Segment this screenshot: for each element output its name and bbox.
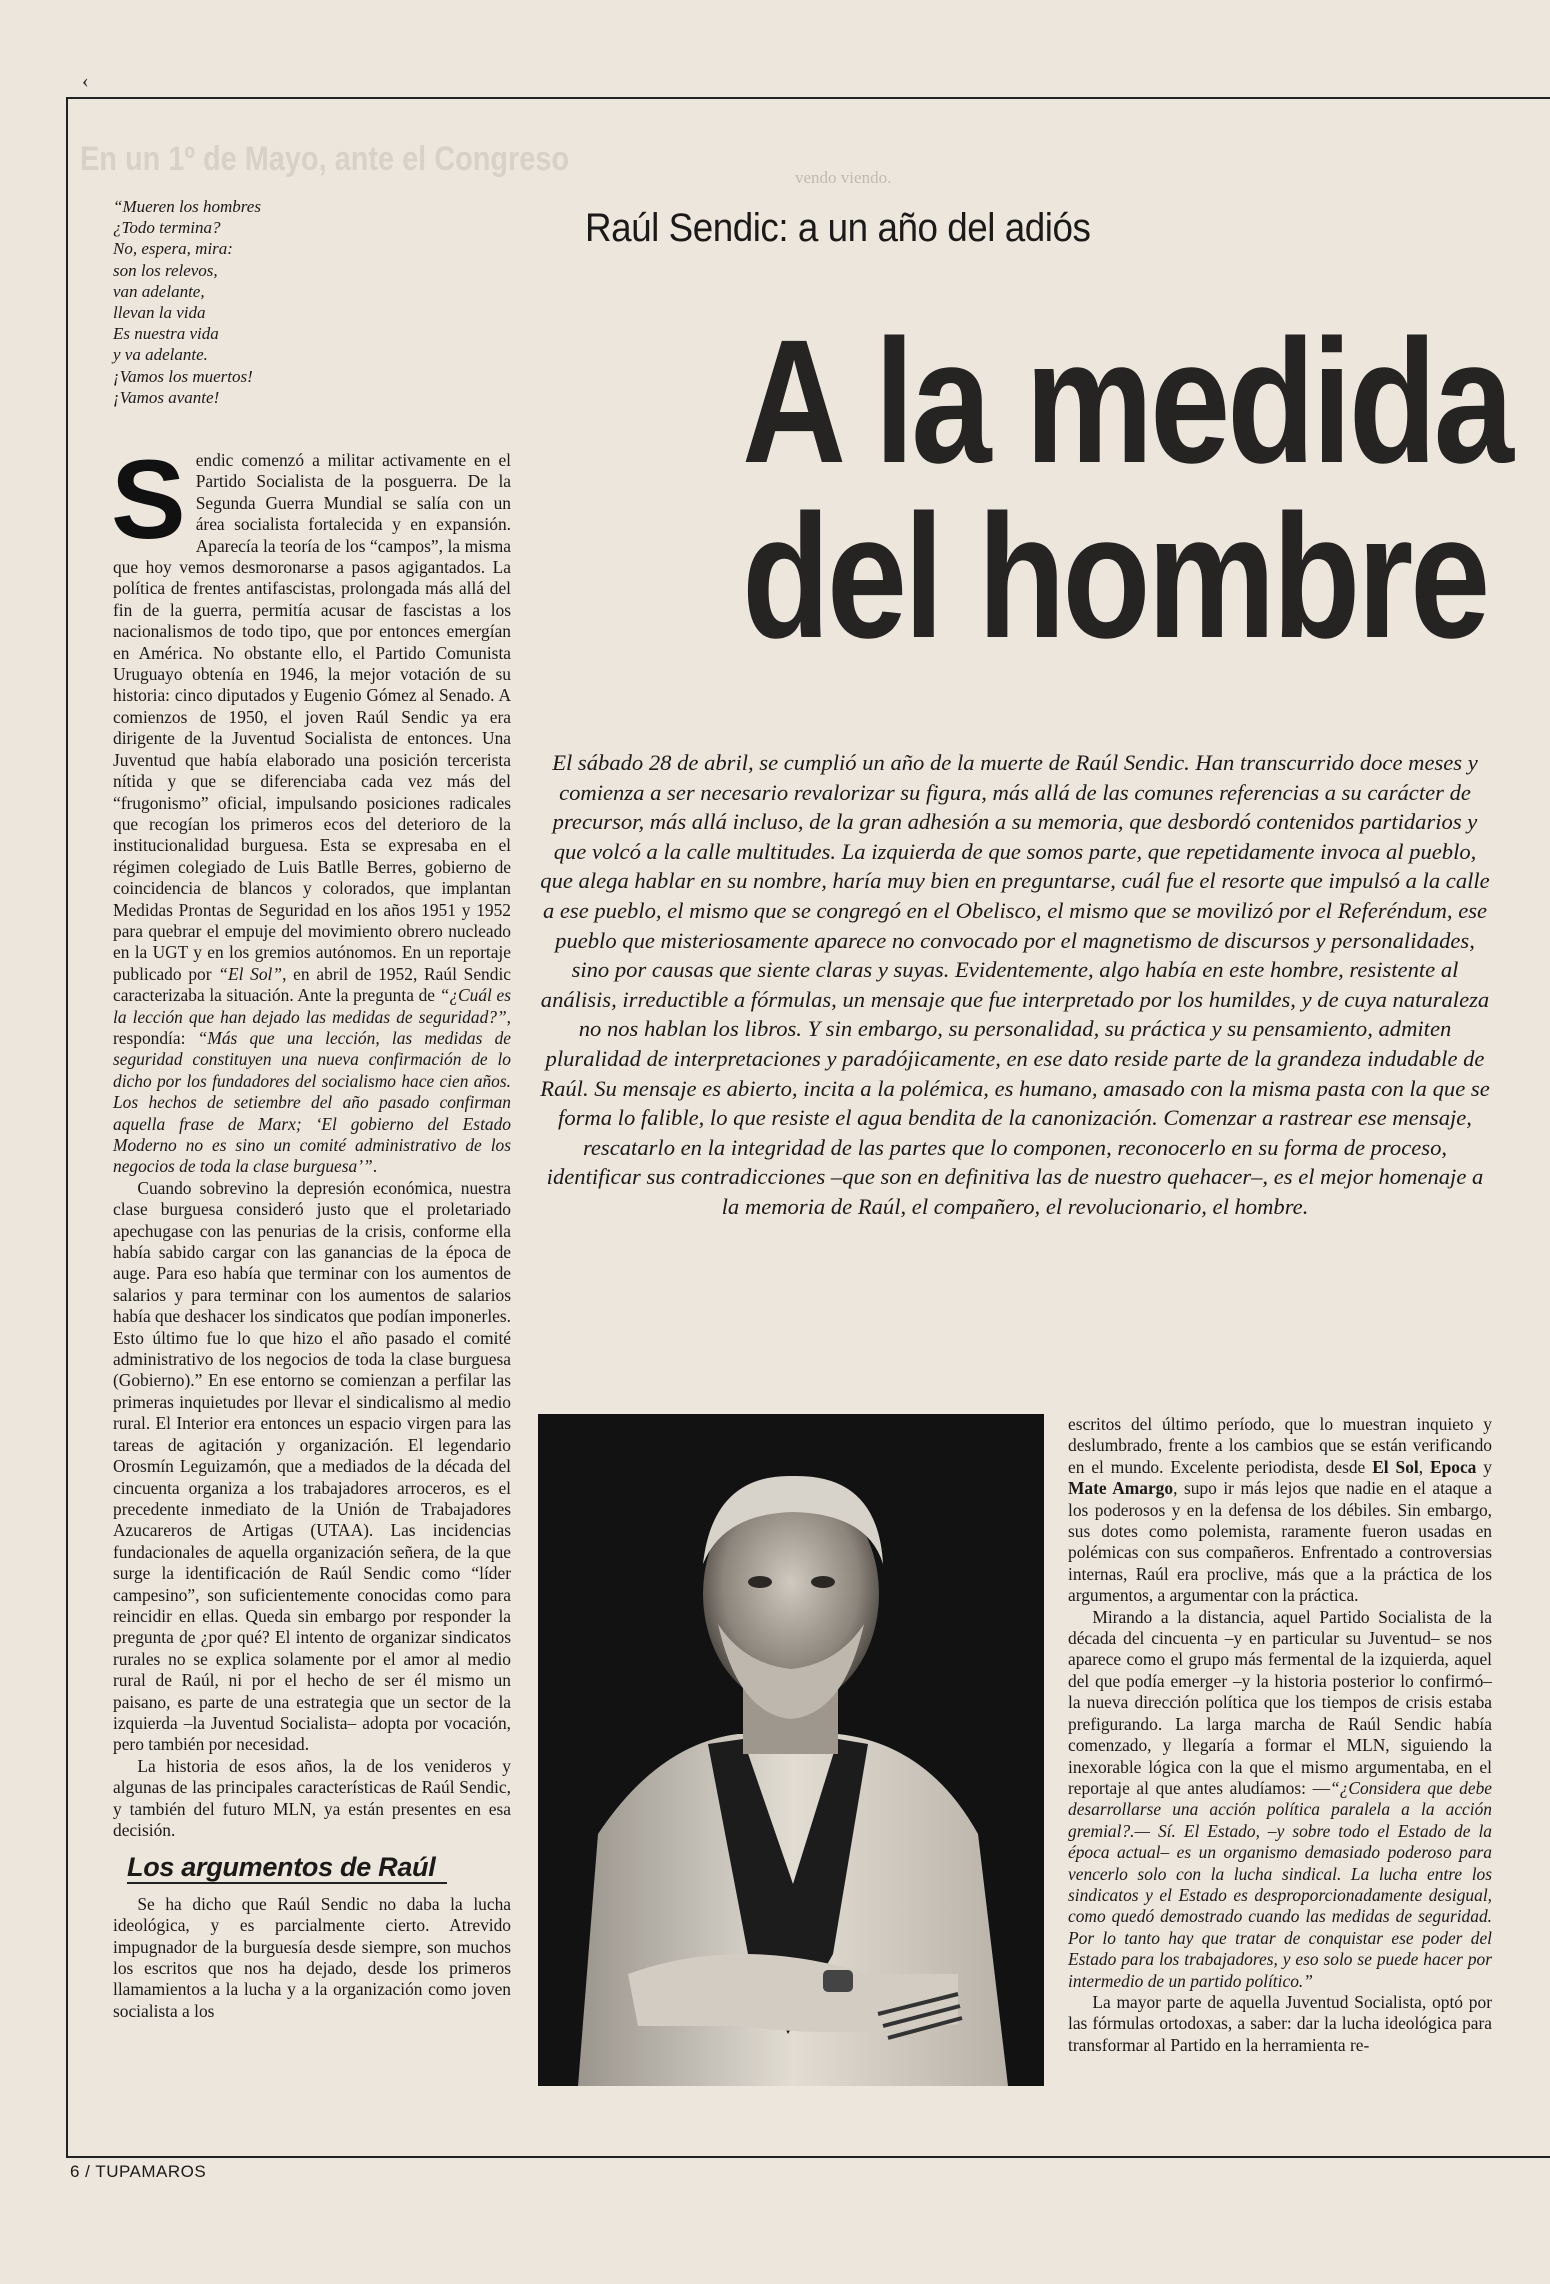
poem-line: No, espera, mira: [113, 239, 233, 259]
text-run: escritos del último período, que lo muestran inquieto y deslumbrado, frente a los cambios que se están verificando en el mundo. Excelente periodista, desde [1068, 1414, 1492, 1477]
poem-line: “Mueren los hombres [113, 197, 261, 216]
quote: “Más que una lección, las medidas de seguridad constituyen una nueva confirmación de lo dicho por los fundadores del socialismo hace cien años. Los hechos de setiembre del año pasado confirman aquella frase de Marx; ‘El gobierno del Estado Moderno no es sino un comité administrativo de los negocios de toda la clase burguesa’” [113, 1027, 511, 1177]
kicker-title: Raúl Sendic: a un año del adiós [585, 206, 1091, 250]
bleed-through-text-right: vendo viendo. [795, 168, 892, 187]
poem-line: ¿Todo termina? [113, 218, 221, 238]
article-column-left [111, 437, 511, 2022]
page-corner-mark: ‹ [82, 70, 89, 92]
poem-line: son los relevos, [113, 260, 218, 280]
quote: “¿Considera que debe desarrollarse una acción política paralela a la acción gremial?.— Sí. El Estado, –y sobre todo el Estado de la época actual– es un organismo demasiado poderoso para vencerlo solo con la lucha sindical. La lucha entre los sindicatos y el Estado es desproporcionadamente desigual, como quedó demostrado cuando las medidas de seguridad. Por lo tanto hay que tratar de conquistar ese poder del Estado para los trabajadores, y eso solo se puede hacer por intermedio de un partido político.” [1068, 1777, 1492, 1991]
paragraph [111, 437, 511, 1178]
headline-line-2: del hombre [742, 479, 1488, 675]
paragraph: La historia de esos años, la de los venideros y algunas de las principales características de Raúl Sendic, y también del futuro MLN, ya están presentes en esa decisión. [113, 1755, 511, 1840]
paragraph: La mayor parte de aquella Juventud Socialista, optó por las fórmulas ortodoxas, a saber: dar la lucha ideológica para transformar al Partido en la herramienta re- [1068, 1991, 1492, 2055]
headline [742, 304, 1511, 675]
poem-line: ¡Vamos avante! [113, 387, 220, 407]
publication-name: “El Sol” [218, 963, 283, 984]
bleed-through-text-left: En un 1º de Mayo, ante el Congreso [80, 140, 570, 178]
top-rule [66, 97, 1550, 99]
text-run: , respondía: [113, 1006, 511, 1048]
paragraph: Cuando sobrevino la depresión económica, nuestra clase burguesa consideró justo que el proletariado apechugase con las penurias de la crisis, conforme ella había sabido cargar con las ganancias de la época de auge. Para eso había que terminar con los aumentos de salarios y para terminar con los aumentos de salarios había que deshacer los sindicatos que podían imponerles. Esto último fue lo que hizo el año pasado el comité administrativo de los negocios de toda la clase burguesa (Gobierno).” En ese entorno se comienzan a perfilar las primeras inquietudes por llevar el sindicalismo al medio rural. El Interior era entonces un espacio virgen para las tareas de agitación y organización. El legendario Orosmín Leguizamón, que a mediados de la década del cincuenta organiza a los trabajadores arroceros, es el precedente inmediato de la Unión de Trabajadores Azucareros de Artigas (UTAA). Las incidencias fundacionales de aquella organización señera, de la que surge la identificación de Raúl Sendic como “líder campesino”, son suficientemente conocidas como para reincidir en ellas. Queda sin embargo por responder la pregunta de ¿por qué? El intento de organizar sindicatos rurales no se explica solamente por el amor al medio rural de Raúl, ni por el hecho de ser él mismo un paisano, es parte de una estrategia que un sector de la izquierda –la Juventud Socialista– adopta por vocación, pero también por necesidad. [113, 1177, 511, 1755]
paragraph [1068, 1414, 1492, 1607]
paragraph: Se ha dicho que Raúl Sendic no daba la lucha ideológica, y es parcialmente cierto. Atrevido impugnador de la burguesía desde siempre, son muchos los escritos que nos ha dejado, desde los primeros llamamientos a la lucha y a la organización como joven socialista a los [113, 1893, 511, 2021]
poem-line: ¡Vamos los muertos! [113, 366, 253, 386]
lede-paragraph: El sábado 28 de abril, se cumplió un año de la muerte de Raúl Sendic. Han transcurrido doce meses y comienza a ser necesario revalorizar su figura, más allá de las comunes referencias a su carácter de precursor, más allá incluso, de la gran adhesión a su memoria, que desbordó contenidos partidarios y que volcó a la calle multitudes. La izquierda de que somos parte, que repetidamente invoca al pueblo, que alega hablar en su nombre, haría muy bien en preguntarse, cuál fue el resorte que impulsó a la calle a ese pueblo, el mismo que se congregó en el Obelisco, el mismo que se movilizó por el Referéndum, ese pueblo que misteriosamente aparece no convocado por el magnetismo de discursos y personalidades, sino por causas que siente claras y suyas. Evidentemente, algo había en este hombre, resistente al análisis, irreductible a fórmulas, un mensaje que fue interpretado por los humildes, y de cuya naturaleza no nos hablan los libros. Y sin embargo, su personalidad, su práctica y su pensamiento, admiten pluralidad de interpretaciones y paradójicamente, en ese dato reside parte de la grandeza indudable de Raúl. Su mensaje es abierto, incita a la polémica, es humano, amasado con la misma pasta con la que se forma lo falible, lo que resiste el agua bendita de la canonización. Comenzar a rastrear ese mensaje, rescatarlo en la integridad de las partes que lo componen, reconocerlo en su forma de proceso, identificar sus contradicciones –que son en definitiva las de nuestro quehacer–, es el mejor homenaje a la memoria de Raúl, el compañero, el revolucionario, el hombre. [540, 750, 1490, 1219]
headline-line-1: A la medida [742, 304, 1511, 500]
article-column-right [1068, 1414, 1492, 2056]
portrait-photo [538, 1414, 1044, 2086]
page-footer: 6 / TUPAMAROS [70, 2162, 207, 2181]
publication-name: Epoca [1430, 1456, 1477, 1477]
poem-line: van adelante, [113, 281, 205, 301]
drop-cap: S [111, 437, 186, 562]
text-run: y [1476, 1456, 1492, 1477]
paragraph [1068, 1607, 1492, 1992]
bottom-rule [66, 2156, 1550, 2158]
poem-line: y va adelante. [113, 345, 208, 365]
left-rule [66, 97, 68, 2157]
epigraph-poem [113, 196, 333, 408]
poem-line: llevan la vida [113, 303, 206, 323]
text-run: , supo ir más lejos que nadie en el ataque a los poderosos y en la defensa de los débiles. Sin embargo, sus dotes como polemista, raramente fueron usadas en polémicas con sus compañeros. Enfrentado a controversias internas, Raúl era proclive, más que a la práctica de los argumentos, a argumentar con la práctica. [1068, 1478, 1492, 1606]
text-run: . [372, 1156, 378, 1177]
text-run: , [1418, 1456, 1430, 1477]
text-run: , en abril de 1952, Raúl Sendic caracterizaba la situación. Ante la pregunta de [113, 963, 511, 1006]
section-subhead: Los argumentos de Raúl [127, 1857, 447, 1883]
poem-line: Es nuestra vida [113, 324, 219, 344]
text-run: endic comenzó a militar activamente en el Partido Socialista de la posguerra. De la Segunda Guerra Mundial se salía con un área socialista fortalecida y en expansión. Aparecía la teoría de los “campos”, la misma que hoy vemos desmoronarse a pasos agigantados. La política de frentes antifascistas, prolongada más allá del fin de la guerra, permitía acusar de fascistas a los nacionalismos de todo tipo, que por entonces emergían en América. No obstante ello, el Partido Comunista Uruguayo obtenía en 1946, la mejor votación de su historia: cinco diputados y Eugenio Gómez al Senado. A comienzos de 1950, el joven Raúl Sendic ya era dirigente de la Juventud Socialista de entonces. Una Juventud que había elaborado una posición tercerista nítida y que se diferenciaba cada vez más del “frugonismo” oficial, impulsando posiciones radicales que recogían los primeros ecos del deterioro de la institucionalidad burguesa. Esta se expresaba en el régimen colegiado de Luis Batlle Berres, gobierno de coincidencia de blancos y colorados, que implantan Medidas Prontas de Seguridad en los años 1951 y 1952 para quebrar el empuje del movimiento obrero nucleado en la UGT y en los gremios autónomos. En un reportaje publicado por [113, 450, 511, 984]
text-run: Mirando a la distancia, aquel Partido Socialista de la década del cincuenta –y en particular su Juventud– se nos aparece como el grupo más fermental de la izquierda, aquel del que podía emerger –y la historia posterior lo confirmó– la nueva dirección política que los tiempos de crisis estaba prefigurando. La larga marcha de Raúl Sendic había comenzado, y llegaría a formar el MLN, siguiendo la inexorable lógica con la que el mismo argumentaba, en el reportaje al que antes aludíamos: — [1068, 1606, 1492, 1798]
portrait-illustration [538, 1414, 1044, 2086]
publication-name: Mate Amargo [1068, 1478, 1174, 1499]
publication-name: El Sol [1372, 1456, 1419, 1477]
quote: “¿Cuál es la lección que han dejado las medidas de seguridad?” [113, 985, 511, 1027]
